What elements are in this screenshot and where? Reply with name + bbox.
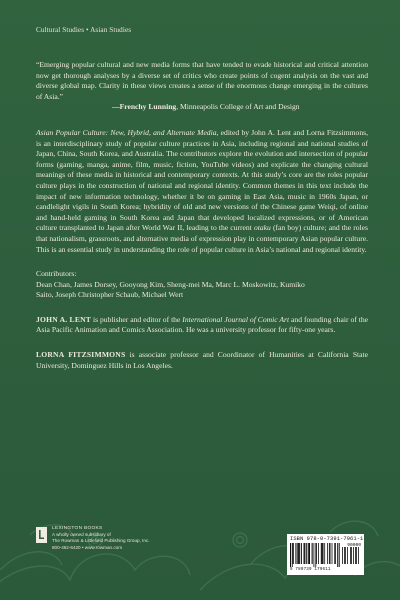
journal-title: International Journal of Comic Art: [182, 314, 290, 324]
barcode-bar: [312, 543, 313, 564]
publisher-contact: 800-462-6420 • www.rowman.com: [52, 544, 123, 550]
barcode-bar: [334, 543, 335, 564]
publisher-imprint: [36, 526, 186, 574]
barcode-bar: [309, 543, 310, 564]
barcode-addon-bar: [347, 547, 348, 564]
barcode-addon-bar: [358, 547, 359, 564]
publisher-line-1: A wholly owned subsidiary of: [52, 532, 111, 538]
contributors-list-line-1: Dean Chan, James Dorsey, Gooyong Kim, Sheng-mei Ma, Marc L. Moskowitz, Kumiko: [36, 279, 305, 289]
price-code: 90000: [347, 543, 361, 548]
endorsement-quote: “Emerging popular cultural and new media forms that have tended to evade historical and critical attention now get thorough analyses by a diverse set of critics who create points of cogent analysis on the vast and diverse global map. Clarity in these views creates a sense of the enormous change emerging in the cultures of Asia.”: [36, 60, 368, 101]
barcode-bar: [332, 543, 333, 564]
barcode-addon-bar: [355, 547, 356, 564]
barcode-bar: [306, 543, 307, 564]
editor-name-lent: JOHN A. LENT: [36, 314, 92, 324]
barcode-bar: [314, 543, 315, 567]
barcode-addon-bar: [351, 547, 352, 564]
main-text-column: [36, 26, 368, 371]
barcode-bar: [330, 543, 331, 564]
barcode-addon-bar: [342, 547, 343, 564]
book-description: [36, 128, 368, 255]
barcode-bar: [322, 543, 323, 564]
quote-affiliation: , Minneapolis College of Art and Design: [176, 102, 300, 112]
barcode-bar: [337, 543, 338, 567]
barcode-bar: [329, 543, 330, 564]
barcode-bar: [292, 543, 293, 567]
lent-bio-text-1: is publisher and editor of the: [91, 314, 183, 324]
publisher-line-2: The Rowman & Littlefield Publishing Group, Inc.: [52, 538, 150, 544]
barcode-bar: [321, 543, 322, 564]
description-part-1: , edited by John A. Lent and Lorna Fitzsimmons, is an interdisciplinary study of popular culture practices in Asia, including regional and national studies of Japan, China, South Korea, and Australia. The contributors explore the evolution and intersection of popular forms (gaming, manga, anime, film, music, fiction, YouTube videos) and explicate the changing cultural meanings of these media in historical and contemporary contexts. At this study’s core are the roles popular culture plays in the construction of national and regional identity. Common themes in this text include the impact of new information technology, whether it be on gaming in East Asia, music in 1960s Japan, or candlelight vigils in South Korea; hybridity of old and new versions of the Chinese game Weiqi, of online and hand-held gaming in South Korea and Japan that developed localized expressions, or of American culture transplanted to Japan after World War II, leading to the current: [36, 127, 368, 233]
quote-attribution: [36, 102, 368, 113]
fitzsimmons-bio-text: is associate professor and Coordinator of Humanities at California State University, Dominguez Hills in Los Angeles.: [36, 350, 368, 370]
isbn-barcode: [287, 534, 364, 575]
contributors-section: [36, 269, 368, 301]
barcode-addon-bar: [350, 547, 351, 564]
barcode-digits: 9 780739 179611: [290, 568, 331, 572]
barcode-bar: [304, 543, 305, 564]
barcode-bar: [297, 543, 298, 564]
barcode-addon-bar: [356, 547, 357, 564]
lent-bio-text-2: and founding chair of the Asia Pacific Animation and Comics Association. He was a university professor for fifty-one years.: [36, 314, 369, 335]
lexington-logo-icon: [36, 527, 47, 543]
barcode-addon-bar: [353, 547, 354, 564]
barcode-bar: [293, 543, 294, 564]
book-title: Asian Popular Culture: New, Hybrid, and Alternate Media: [36, 127, 217, 137]
barcode-bar: [316, 543, 317, 564]
barcode-bar: [305, 543, 306, 564]
barcode-bar: [327, 543, 328, 564]
barcode-bar: [290, 543, 291, 567]
publisher-info: [52, 526, 150, 574]
barcode-bar: [299, 543, 300, 564]
editor-bio-fitzsimmons: [36, 350, 368, 371]
subject-categories: Cultural Studies • Asian Studies: [36, 26, 132, 34]
publisher-name: LEXINGTON BOOKS: [52, 526, 103, 531]
editor-name-fitzsimmons: LORNA FITZSIMMONS: [36, 350, 126, 360]
otaku-term: otaku: [253, 223, 271, 233]
contributors-list-line-2: Saito, Joseph Christopher Schaub, Michael Wert: [36, 290, 184, 300]
quote-author: —Frenchy Lunning: [112, 102, 177, 112]
barcode-bar: [335, 543, 336, 564]
barcode-bar: [318, 543, 319, 564]
cloud-pattern-decoration: [0, 440, 400, 600]
barcode-bar: [301, 543, 302, 564]
barcode-bar: [339, 543, 340, 567]
barcode-bar: [324, 543, 325, 564]
isbn-text: ISBN 978-0-7391-7961-1: [290, 536, 364, 542]
barcode-addon-bar: [345, 547, 346, 564]
description-part-2: (fan boy) culture; and the roles that nationalism, grassroots, and alternative media of expression play in contemporary Asian popular culture. This is an essential study in understanding the role of popular culture in Asia’s national and regional identity.: [36, 223, 368, 254]
barcode-bar: [315, 543, 316, 567]
barcode-bar: [295, 543, 296, 564]
barcode-bar: [298, 543, 299, 564]
barcode-bar: [308, 543, 309, 564]
barcode-bar: [322, 543, 323, 564]
contributors-label: Contributors:: [36, 269, 77, 279]
barcode-addon-bar: [344, 547, 345, 564]
editor-bio-lent: [36, 315, 368, 336]
